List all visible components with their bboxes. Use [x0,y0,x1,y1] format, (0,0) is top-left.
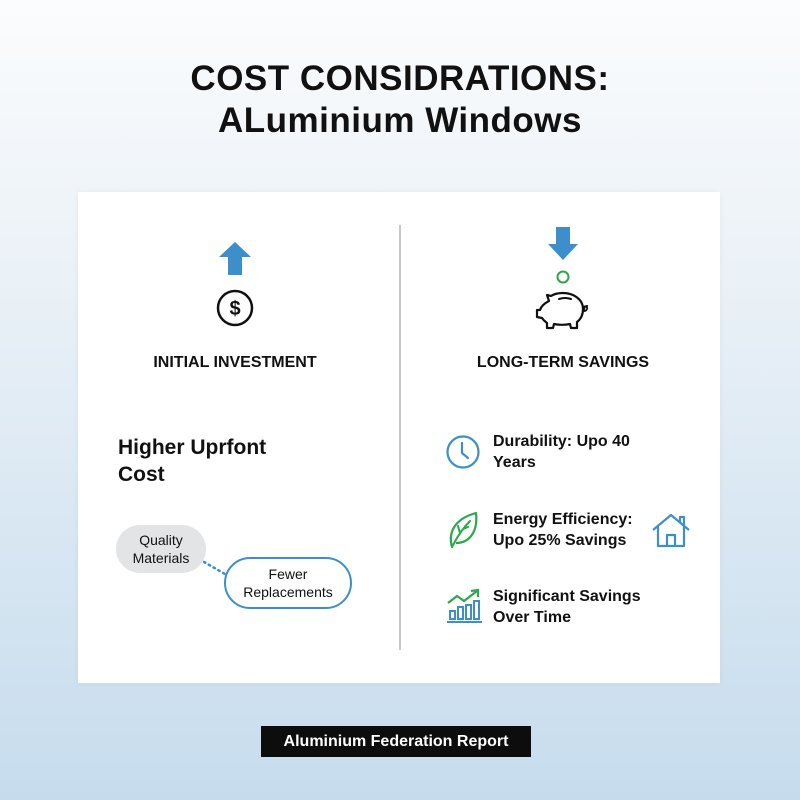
item-line: Years [493,454,536,471]
pill-line: Fewer [268,566,308,582]
house-icon [652,514,690,547]
svg-text:$: $ [229,298,241,320]
item-line: Significant Savings [493,588,641,605]
higher-upfront-cost [118,434,266,488]
piggy-bank-icon [537,287,591,329]
page-title [0,58,800,142]
arrow-down-icon [548,227,578,261]
long-term-savings-heading: LONG-TERM SAVINGS [476,354,650,371]
clock-icon [446,435,480,469]
pill-line: Replacements [243,584,333,600]
significant-savings-item [493,586,641,628]
initial-investment-heading: INITIAL INVESTMENT [153,354,317,371]
energy-efficiency-item [493,509,633,551]
item-line: Durability: Upo 40 [493,433,630,450]
coin-icon [556,270,570,284]
dollar-icon [216,289,254,327]
item-line: Over Time [493,609,571,626]
footer-source-label: Aluminium Federation Report [261,726,531,757]
leaf-icon [448,511,478,549]
main-line-1: Higher Uprfont [118,436,267,459]
main-line-2: Cost [118,463,165,486]
column-divider [399,225,401,650]
growth-chart-icon [447,589,483,623]
durability-item [493,431,630,473]
item-line: Upo 25% Savings [493,532,627,549]
title-line-1: COST CONSIDRATIONS: [190,59,610,98]
pill-line: Materials [132,550,190,566]
arrow-up-icon [219,242,251,276]
title-line-2: ALuminium Windows [218,101,582,140]
item-line: Energy Efficiency: [493,511,633,528]
fewer-replacements-pill [224,557,352,609]
quality-materials-pill [116,525,206,573]
pill-line: Quality [139,532,183,548]
dotted-connector [203,560,227,576]
